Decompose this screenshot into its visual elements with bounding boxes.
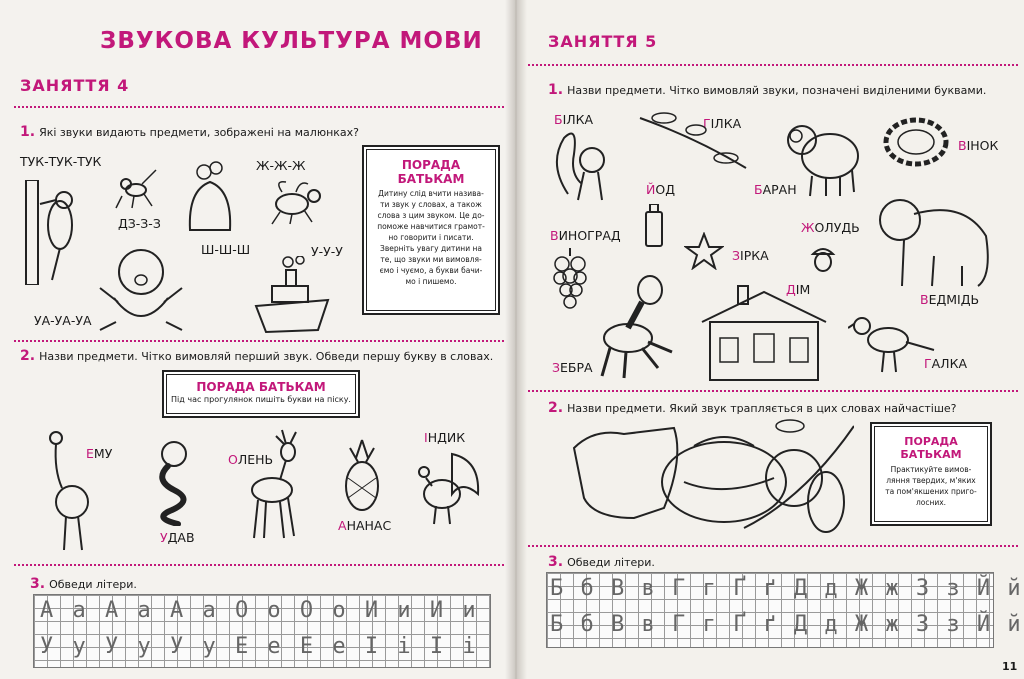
highlighted-letter: В — [958, 138, 967, 153]
task-number: 3. — [548, 554, 564, 570]
tip-line: Практикуйте вимов- — [890, 465, 972, 474]
parent-tip-box — [162, 370, 360, 418]
snake-illustration — [148, 440, 198, 526]
tip-line: ємо і чуємо, а букви бачи- — [379, 266, 483, 275]
first-letter: І — [424, 430, 428, 445]
word-rest: АРАН — [762, 182, 797, 197]
parent-tip-box — [362, 145, 500, 315]
word-label — [646, 182, 675, 197]
tip-line: Зверніть увагу дитини на — [380, 244, 482, 253]
word-rest: АЛКА — [931, 356, 968, 371]
star-illustration — [684, 232, 724, 270]
tip-inner — [166, 374, 356, 414]
tip-text — [875, 464, 987, 508]
task-text: Які звуки видають предмети, зображені на малюнках? — [39, 126, 360, 139]
word-label — [920, 292, 979, 307]
task-1-instruction — [548, 82, 986, 98]
task-number: 1. — [20, 124, 36, 140]
tip-line: ляння твердих, м'яких — [886, 476, 976, 485]
tracing-letters-row[interactable]: У у У у У у Е е Е е І і І і — [40, 634, 476, 659]
tracing-letters-row[interactable]: Б б В в Г г Ґ ґ Д д Ж ж З з Й й — [550, 576, 1021, 601]
word-rest: ІЛКА — [710, 116, 742, 131]
word-rest: ІЛКА — [562, 112, 594, 127]
highlighted-letter: Б — [754, 182, 763, 197]
tip-inner — [366, 149, 496, 311]
task-text: Назви предмети. Чітко вимовляй звуки, позначені виділеними буквами. — [567, 84, 987, 97]
word-label — [552, 360, 593, 375]
house-illustration — [698, 282, 830, 382]
tip-line: мо і пишемо. — [405, 277, 457, 286]
sound-label: ТУК-ТУК-ТУК — [20, 154, 102, 169]
sound-label: УА-УА-УА — [34, 313, 92, 328]
word-label — [424, 430, 465, 445]
acorn-illustration — [810, 244, 836, 272]
zebra-illustration — [598, 272, 678, 380]
first-letter: Е — [86, 446, 94, 461]
tracing-letters-row[interactable]: Б б В в Г г Ґ ґ Д д Ж ж З з Й й — [550, 612, 1021, 637]
dotted-divider — [524, 64, 1018, 66]
highlighted-letter: Й — [646, 182, 656, 197]
tip-inner — [874, 426, 988, 522]
squirrel-illustration — [548, 124, 608, 204]
highlighted-letter: В — [920, 292, 929, 307]
word-rest: НДИК — [427, 430, 466, 445]
task-text: Назви предмети. Чітко вимовляй перший звук. Обведи першу букву в словах. — [39, 350, 494, 363]
word-label — [550, 228, 621, 243]
emu-illustration — [42, 430, 92, 554]
word-rest: МУ — [93, 446, 113, 461]
task-text: Обведи літери. — [49, 578, 137, 591]
first-letter: О — [228, 452, 238, 467]
tip-heading: ПОРАДА — [904, 435, 958, 448]
highlighted-letter: З — [552, 360, 561, 375]
word-rest: ОЛУДЬ — [814, 220, 860, 235]
word-label — [160, 530, 195, 545]
task-2-instruction — [20, 348, 493, 364]
task-text: Назви предмети. Який звук трапляється в цих словах найчастіше? — [567, 402, 957, 415]
dotted-divider — [14, 340, 504, 342]
crying-baby-illustration — [96, 244, 186, 336]
iron-steam-illustration — [182, 160, 238, 236]
word-rest: ДАВ — [167, 530, 195, 545]
wreath-illustration — [880, 114, 952, 170]
highlighted-letter: З — [732, 248, 741, 263]
word-rest: ЛЕНЬ — [237, 452, 274, 467]
turkey-illustration — [412, 450, 482, 526]
task-1-instruction — [20, 124, 359, 140]
woodpecker-illustration — [22, 180, 82, 285]
lesson-5-heading: ЗАНЯТТЯ 5 — [548, 32, 658, 51]
iodine-bottle-illustration — [644, 204, 664, 248]
task-number: 1. — [548, 82, 564, 98]
sound-label: ДЗ-З-З — [118, 216, 161, 231]
word-rest: ЕДМІДЬ — [928, 292, 980, 307]
overlapping-objects-puzzle — [564, 418, 854, 538]
sound-label: У-У-У — [311, 244, 343, 259]
dotted-divider — [524, 545, 1018, 547]
tip-line: те, що звуки ми вимовля- — [380, 255, 482, 264]
first-letter: А — [338, 518, 347, 533]
tip-heading: БАТЬКАМ — [900, 448, 962, 461]
tip-text: Під час прогулянок пишіть букви на піску. — [171, 395, 351, 404]
deer-illustration — [246, 428, 312, 542]
dotted-divider — [524, 390, 1018, 392]
pineapple-illustration — [342, 438, 382, 512]
word-rest: ІМ — [795, 282, 811, 297]
bear-illustration — [874, 196, 996, 290]
task-number: 2. — [548, 400, 564, 416]
first-letter: У — [160, 530, 168, 545]
mosquito-illustration — [112, 166, 160, 210]
tip-line: та пом'якшених приго- — [885, 487, 977, 496]
word-label — [958, 138, 998, 153]
page-title: ЗВУКОВА КУЛЬТУРА МОВИ — [100, 28, 483, 54]
highlighted-letter: Ж — [801, 220, 815, 235]
tip-heading: БАТЬКАМ — [397, 172, 465, 186]
tip-heading: ПОРАДА — [401, 158, 461, 172]
task-3-instruction — [548, 554, 655, 570]
tip-line: ти звук у словах, а також — [380, 200, 482, 209]
tip-line: поможе навчитися грамот- — [377, 222, 485, 231]
beetle-illustration — [262, 178, 332, 226]
grapes-illustration — [550, 246, 590, 314]
task-2-instruction — [548, 400, 957, 416]
ram-illustration — [782, 112, 862, 198]
lesson-4-heading: ЗАНЯТТЯ 4 — [20, 76, 130, 95]
tip-line: лосних. — [915, 498, 947, 507]
highlighted-letter: Д — [786, 282, 796, 297]
highlighted-letter: Б — [554, 112, 563, 127]
right-page — [518, 0, 1024, 679]
word-rest: ИНОГРАД — [558, 228, 621, 243]
tip-heading: ПОРАДА БАТЬКАМ — [196, 380, 326, 394]
sound-label: Ш-Ш-Ш — [201, 242, 251, 257]
highlighted-letter: Г — [703, 116, 711, 131]
page-number: 11 — [1002, 660, 1018, 673]
sound-label: Ж-Ж-Ж — [256, 158, 306, 173]
tip-line: слова з цим звуком. Це до- — [377, 211, 485, 220]
task-number: 2. — [20, 348, 36, 364]
book-gutter — [505, 0, 527, 679]
steamboat-illustration — [252, 256, 332, 334]
word-label — [801, 220, 860, 235]
word-rest: ЕБРА — [560, 360, 593, 375]
word-label — [338, 518, 391, 533]
tip-text — [367, 188, 495, 287]
jackdaw-illustration — [848, 314, 936, 374]
highlighted-letter: Г — [924, 356, 932, 371]
parent-tip-box — [870, 422, 992, 526]
tip-line: Дитину слід вчити назива- — [378, 189, 484, 198]
word-rest: ІНОК — [966, 138, 999, 153]
highlighted-letter: В — [550, 228, 559, 243]
word-rest: НАНАС — [346, 518, 392, 533]
branch-illustration — [636, 108, 750, 178]
word-label — [732, 248, 769, 263]
word-rest: ІРКА — [740, 248, 769, 263]
task-number: 3. — [30, 576, 46, 592]
tip-line: но говорити і писати. — [388, 233, 474, 242]
dotted-divider — [14, 564, 504, 566]
task-text: Обведи літери. — [567, 556, 655, 569]
tracing-letters-row[interactable]: А а А а А а О о О о И и И и — [40, 598, 476, 623]
dotted-divider — [14, 106, 504, 108]
word-rest: ОД — [655, 182, 675, 197]
task-3-instruction — [30, 576, 137, 592]
